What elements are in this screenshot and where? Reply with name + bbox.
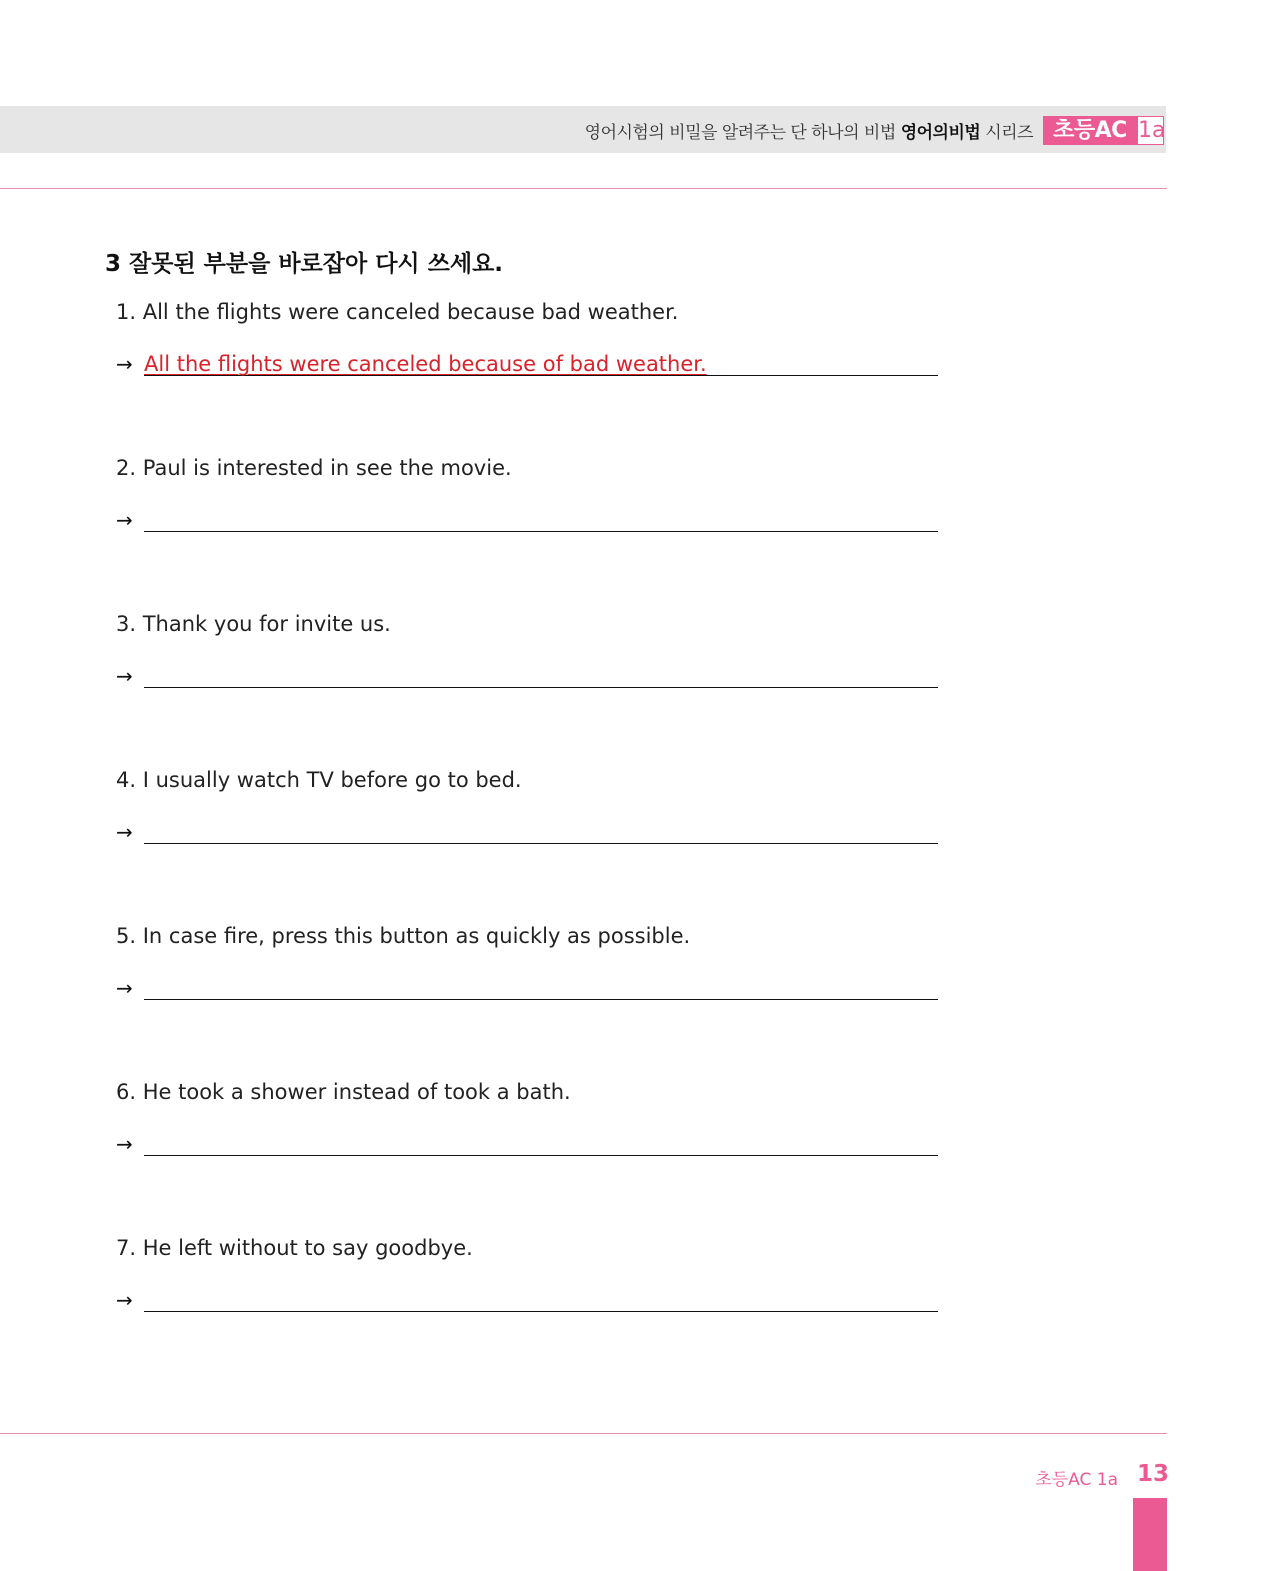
question-text: I usually watch TV before go to bed. xyxy=(142,768,522,792)
series-badge: 초등AC xyxy=(1043,116,1137,145)
arrow-icon: → xyxy=(116,352,133,376)
header-tagline xyxy=(585,118,1033,143)
question-text: All the flights were canceled because bad weather. xyxy=(142,300,679,324)
footer-series-label: 초등AC 1a xyxy=(1035,1470,1118,1490)
question-number: 5. xyxy=(116,924,137,948)
question-number: 7. xyxy=(116,1236,137,1260)
question-number: 1. xyxy=(116,300,137,324)
arrow-icon: → xyxy=(116,976,133,1000)
question-3 xyxy=(116,610,391,638)
question-text: Thank you for invite us. xyxy=(142,612,391,636)
series-level-badge: 1a xyxy=(1138,118,1166,143)
arrow-icon: → xyxy=(116,1132,133,1156)
answer-line-5[interactable] xyxy=(144,999,938,1000)
answer-line-4[interactable] xyxy=(144,843,938,844)
question-number: 3. xyxy=(116,612,137,636)
answer-line-3[interactable] xyxy=(144,687,938,688)
arrow-icon: → xyxy=(116,664,133,688)
question-text: Paul is interested in see the movie. xyxy=(142,456,512,480)
question-7 xyxy=(116,1234,473,1262)
answer-line-6[interactable] xyxy=(144,1155,938,1156)
arrow-icon: → xyxy=(116,820,133,844)
question-text: He took a shower instead of took a bath. xyxy=(142,1080,571,1104)
question-2 xyxy=(116,454,512,482)
page-edge-tab xyxy=(1133,1498,1167,1571)
question-4 xyxy=(116,766,522,794)
question-text: He left without to say goodbye. xyxy=(142,1236,473,1260)
page-number: 13 xyxy=(1137,1461,1170,1487)
tagline-prefix: 영어시험의 비밀을 알려주는 단 하나의 비법 xyxy=(584,123,896,143)
tagline-suffix: 시리즈 xyxy=(985,123,1033,143)
question-text: In case fire, press this button as quickly as possible. xyxy=(142,924,691,948)
arrow-icon: → xyxy=(116,1288,133,1312)
question-5 xyxy=(116,922,690,950)
tagline-bold: 영어의비법 xyxy=(900,123,981,143)
section-title: 3 잘못된 부분을 바로잡아 다시 쓰세요. xyxy=(105,251,504,277)
question-1 xyxy=(116,298,678,326)
top-divider xyxy=(0,188,1167,189)
answer-line-2[interactable] xyxy=(144,531,938,532)
question-6 xyxy=(116,1078,571,1106)
answer-line-7[interactable] xyxy=(144,1311,938,1312)
question-number: 4. xyxy=(116,768,137,792)
bottom-divider xyxy=(0,1433,1167,1434)
question-number: 2. xyxy=(116,456,137,480)
answer-text-1: All the flights were canceled because of bad weather. xyxy=(144,352,707,376)
arrow-icon: → xyxy=(116,508,133,532)
question-number: 6. xyxy=(116,1080,137,1104)
